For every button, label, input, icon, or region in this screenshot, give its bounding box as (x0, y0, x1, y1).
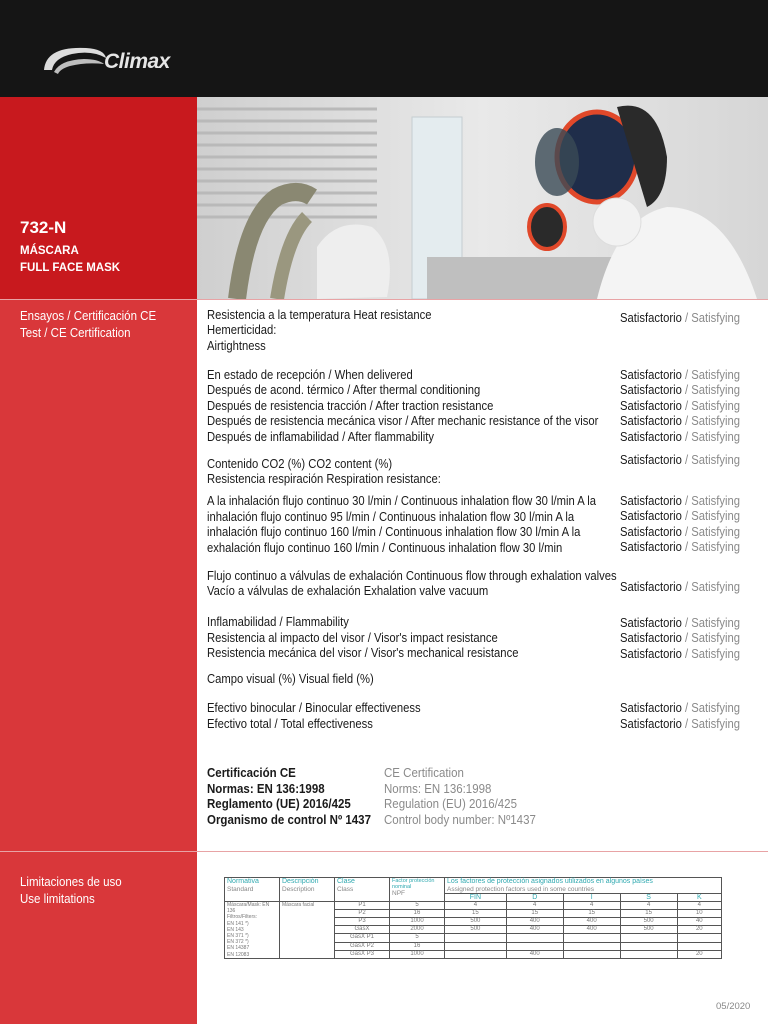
product-photo (197, 97, 768, 299)
test-line: Después de inflamabilidad / After flammability (207, 430, 434, 444)
result: Satisfactorio / Satisfying (620, 414, 741, 428)
certification-en: CE Certification Norms: EN 136:1998 Regulation (EU) 2016/425 Control body number: Nº1437 (384, 766, 536, 827)
table-row: GasX P2 16 (225, 942, 722, 950)
result: Satisfactorio / Satisfying (620, 453, 741, 467)
test-line: En estado de recepción / When delivered (207, 368, 413, 382)
test-line: Efectivo binocular / Binocular effectiveness (207, 701, 421, 715)
table-row: GasX 2000 500 400 400 500 20 (225, 926, 722, 934)
result: Satisfactorio / Satisfying (620, 368, 741, 382)
result: Satisfactorio / Satisfying (620, 540, 741, 554)
table-row: P2 16 15 15 15 15 10 (225, 910, 722, 918)
test-line: Resistencia al impacto del visor / Visor's impact resistance (207, 631, 498, 645)
product-type-es: MÁSCARA (20, 245, 79, 257)
result: Satisfactorio / Satisfying (620, 631, 741, 645)
result: Satisfactorio / Satisfying (620, 616, 741, 630)
test-line: Campo visual (%) Visual field (%) (207, 672, 374, 686)
result: Satisfactorio / Satisfying (620, 701, 741, 715)
result: Satisfactorio / Satisfying (620, 580, 741, 594)
result: Satisfactorio / Satisfying (620, 494, 741, 508)
test-line: Airtightness (207, 339, 266, 353)
test-line: inhalación flujo continuo 95 l/min / Continuous inhalation flow 30 l/min A la (207, 510, 575, 524)
test-line: Después de resistencia tracción / After traction resistance (207, 399, 494, 413)
limits-title-en: Use limitations (20, 892, 95, 906)
test-line: Después de acond. térmico / After thermal conditioning (207, 383, 481, 397)
result: Satisfactorio / Satisfying (620, 430, 741, 444)
document-date: 05/2020 (716, 1001, 751, 1012)
certification-es: Certificación CE Normas: EN 136:1998 Reglamento (UE) 2016/425 Organismo de control Nº 1437 (207, 766, 371, 827)
country-header: S (620, 894, 677, 902)
table-row: P3 1000 500 400 400 500 40 (225, 918, 722, 926)
result: Satisfactorio / Satisfying (620, 399, 741, 413)
table-row: Máscara/Mask: EN 136 Filtros/Filters: EN 141 *) EN 143 EN 371 *) EN 372 *) EN 14387 EN 12083 Máscara facial P1 5 4 4 4 4 4 (225, 902, 722, 910)
test-line: inhalación flujo continuo 160 l/min / Continuous inhalation flow 30 l/min A la (207, 525, 581, 539)
test-line: A la inhalación flujo continuo 30 l/min / Continuous inhalation flow 30 l/min A la (207, 494, 596, 508)
limits-title-es: Limitaciones de uso (20, 875, 122, 889)
test-line: Vacío a válvulas de exhalación Exhalation valve vacuum (207, 584, 489, 598)
table-row: GasX P1 5 (225, 934, 722, 942)
country-header: D (506, 894, 563, 902)
test-line: Después de resistencia mecánica visor / After mechanic resistance of the visor (207, 414, 599, 428)
test-line: Inflamabilidad / Flammability (207, 615, 349, 629)
result: Satisfactorio / Satisfying (620, 509, 741, 523)
table-row: GasX P3 1000 400 20 (225, 950, 722, 958)
section-divider (0, 299, 768, 300)
brand-name: Climax (104, 50, 170, 73)
result: Satisfactorio / Satisfying (620, 311, 741, 325)
country-header: K (677, 894, 721, 902)
test-line: Hemerticidad: (207, 323, 277, 337)
product-type-en: FULL FACE MASK (20, 262, 121, 274)
section-divider (0, 851, 768, 852)
test-line: Contenido CO2 (%) CO2 content (%) (207, 457, 393, 471)
result: Satisfactorio / Satisfying (620, 383, 741, 397)
product-code: 732-N (20, 218, 67, 237)
test-line: Efectivo total / Total effectiveness (207, 717, 373, 731)
tests-title-en: Test / CE Certification (20, 326, 131, 340)
result: Satisfactorio / Satisfying (620, 647, 741, 661)
test-line: Resistencia respiración Respiration resistance: (207, 472, 441, 486)
protection-factor-table: Normativa Standard Descripción Description Clase Class Factor protección nominal NPF Los factores de protección asignados utilizados en algunos países Assigned protection factors used in some countries FIN D I S K Máscara/Mask: EN 136 Filtros/Filters: EN 141 *) EN 143 EN 371 *) EN 372 *) EN 14387 EN 12083 Máscara facial P1 5 4 4 4 4 4 P2 16 15 15 15 15 10 P3 1000 500 400 400 500 40 GasX 2000 500 400 400 500 20 GasX P1 5 GasX P2 16 GasX P3 1000 400 20 (224, 877, 722, 959)
result: Satisfactorio / Satisfying (620, 525, 741, 539)
test-line: Flujo continuo a válvulas de exhalación Continuous flow through exhalation valves (207, 569, 617, 583)
tests-title-es: Ensayos / Certificación CE (20, 309, 157, 323)
country-header: I (563, 894, 620, 902)
test-line: Resistencia a la temperatura Heat resistance (207, 308, 432, 322)
test-line: exhalación flujo continuo 160 l/min / Continuous inhalation flow 30 l/min (207, 541, 563, 555)
result: Satisfactorio / Satisfying (620, 717, 741, 731)
country-header: FIN (445, 894, 507, 902)
test-line: Resistencia mecánica del visor / Visor's mechanical resistance (207, 646, 519, 660)
